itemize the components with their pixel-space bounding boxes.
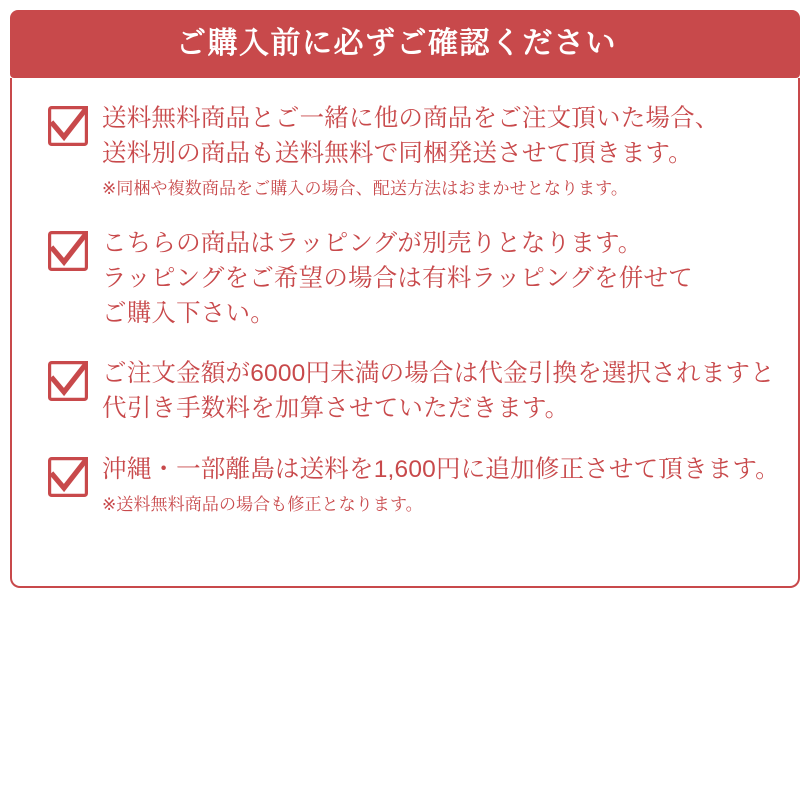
list-item-text bbox=[102, 102, 774, 201]
notice-panel bbox=[10, 78, 800, 588]
list-item bbox=[34, 357, 774, 427]
check-mark-icon bbox=[48, 231, 88, 271]
page-title: ご購入前に必ずご確認ください bbox=[176, 27, 617, 60]
list-item bbox=[34, 102, 774, 201]
list-item bbox=[34, 227, 774, 331]
list-item-line: ラッピングをご希望の場合は有料ラッピングを併せて bbox=[102, 264, 693, 292]
check-mark-icon bbox=[48, 106, 88, 146]
list-item-text bbox=[102, 453, 780, 517]
list-item-line: 代引き手数料を加算させていただきます。 bbox=[102, 395, 570, 423]
list-item-text bbox=[102, 357, 775, 427]
list-item-line: ご購入下さい。 bbox=[102, 299, 275, 327]
list-item-note: ※送料無料商品の場合も修正となります。 bbox=[102, 494, 423, 514]
notice-header bbox=[10, 10, 800, 78]
list-item-line: 送料無料商品とご一緒に他の商品をご注文頂いた場合、 bbox=[102, 105, 720, 132]
list-item-text bbox=[102, 227, 774, 331]
list-item-note: ※同梱や複数商品をご購入の場合、配送方法はおまかせとなります。 bbox=[102, 178, 628, 198]
list-item-line: 沖縄・一部離島は送料を1,600円に追加修正させて頂きます。 bbox=[102, 455, 780, 483]
check-mark-icon bbox=[48, 361, 88, 401]
list-item-line: ご注文金額が6000円未満の場合は代金引換を選択されますと bbox=[102, 360, 775, 388]
check-mark-icon bbox=[48, 457, 88, 497]
list-item-line: 送料別の商品も送料無料で同梱発送させて頂きます。 bbox=[102, 139, 693, 167]
list-item bbox=[34, 453, 780, 517]
list-item-line: こちらの商品はラッピングが別売りとなります。 bbox=[102, 230, 643, 258]
